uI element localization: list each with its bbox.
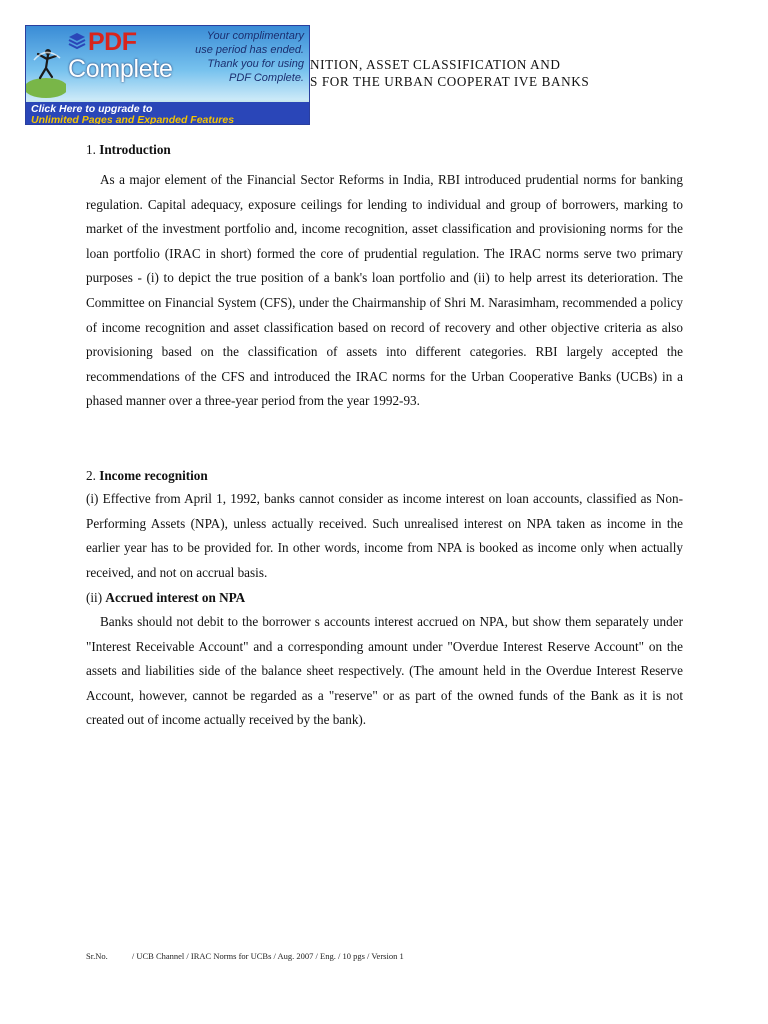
footer-serial: Sr.No. — [86, 951, 108, 961]
document-title — [310, 56, 589, 90]
trial-message-line: Your complimentary — [206, 30, 304, 42]
section-title: Introduction — [99, 142, 171, 157]
upgrade-link[interactable] — [26, 102, 309, 125]
section-number: 1. — [86, 142, 96, 157]
layers-icon — [68, 32, 86, 50]
section-2-heading — [86, 468, 208, 484]
title-line-2: S FOR THE URBAN COOPERAT IVE BANKS — [310, 74, 590, 89]
upgrade-link-line-2[interactable]: Unlimited Pages and Expanded Features — [31, 114, 235, 125]
logo-pdf-text: PDF — [88, 28, 137, 56]
trial-message-line: use period has ended. — [195, 44, 304, 56]
subsection-title: Accrued interest on NPA — [105, 590, 246, 605]
subsection-number: (ii) — [86, 590, 103, 605]
page-footer — [86, 951, 404, 961]
title-line-1: NITION, ASSET CLASSIFICATION AND — [310, 57, 561, 72]
section-number: 2. — [86, 468, 96, 483]
jumping-figure-icon — [26, 26, 66, 101]
footer-doc-info: / UCB Channel / IRAC Norms for UCBs / Aug. 2007 / Eng. / 10 pgs / Version 1 — [131, 951, 404, 961]
trial-message-line: PDF Complete. — [229, 72, 304, 84]
trial-message — [176, 29, 304, 85]
pdf-complete-banner[interactable] — [25, 25, 310, 125]
section-1-heading — [86, 142, 171, 158]
trial-message-line: Thank you for using — [207, 58, 304, 70]
section-title: Income recognition — [99, 468, 208, 483]
upgrade-link-line-1[interactable]: Click Here to upgrade to — [31, 103, 153, 115]
income-paragraph-i: (i) Effective from April 1, 1992, banks cannot consider as income interest on loan accounts, classified as Non-Performing Assets (NPA), unless actually received. Such unrealised interest on NPA taken as income in the earlier year has to be provided for. In other words, income from NPA is booked as income only when actually received, and not on accrual basis. — [86, 491, 683, 580]
subsection-heading — [86, 590, 245, 606]
logo-complete-text: Complete — [68, 55, 173, 83]
intro-paragraph: As a major element of the Financial Sector Reforms in India, RBI introduced prudential norms for banking regulation. Capital adequacy, exposure ceilings for lending to individual and group of borrowers, marking to market of the investment portfolio and, income recognition, asset classification and provisioning norms for the loan portfolio (IRAC in short) formed the core of prudential regulation. The IRAC norms serve two primary purposes - (i) to depict the true position of a bank's loan portfolio and (ii) to help arrest its deterioration. The Committee on Financial System (CFS), under the Chairmanship of Shri M. Narasimham, recommended a policy of income recognition and asset classification based on record of recovery and other objective criteria as also provisioning based on the classification of assets into different categories. RBI largely accepted the recommendations of the CFS and introduced the IRAC norms for the Urban Cooperative Banks (UCBs) in a phased manner over a three-year period from the year 1992-93. — [86, 172, 683, 409]
accrued-interest-paragraph: Banks should not debit to the borrower s accounts interest accrued on NPA, but show them separately under "Interest Receivable Account" and a corresponding amount under "Overdue Interest Reserve Account" on the assets and liabilities side of the balance sheet respectively. (The amount held in the Overdue Interest Reserve Account, however, cannot be regarded as a "reserve" or as part of the owned funds of the Bank as it is not created out of income actually received by the bank). — [86, 614, 683, 728]
